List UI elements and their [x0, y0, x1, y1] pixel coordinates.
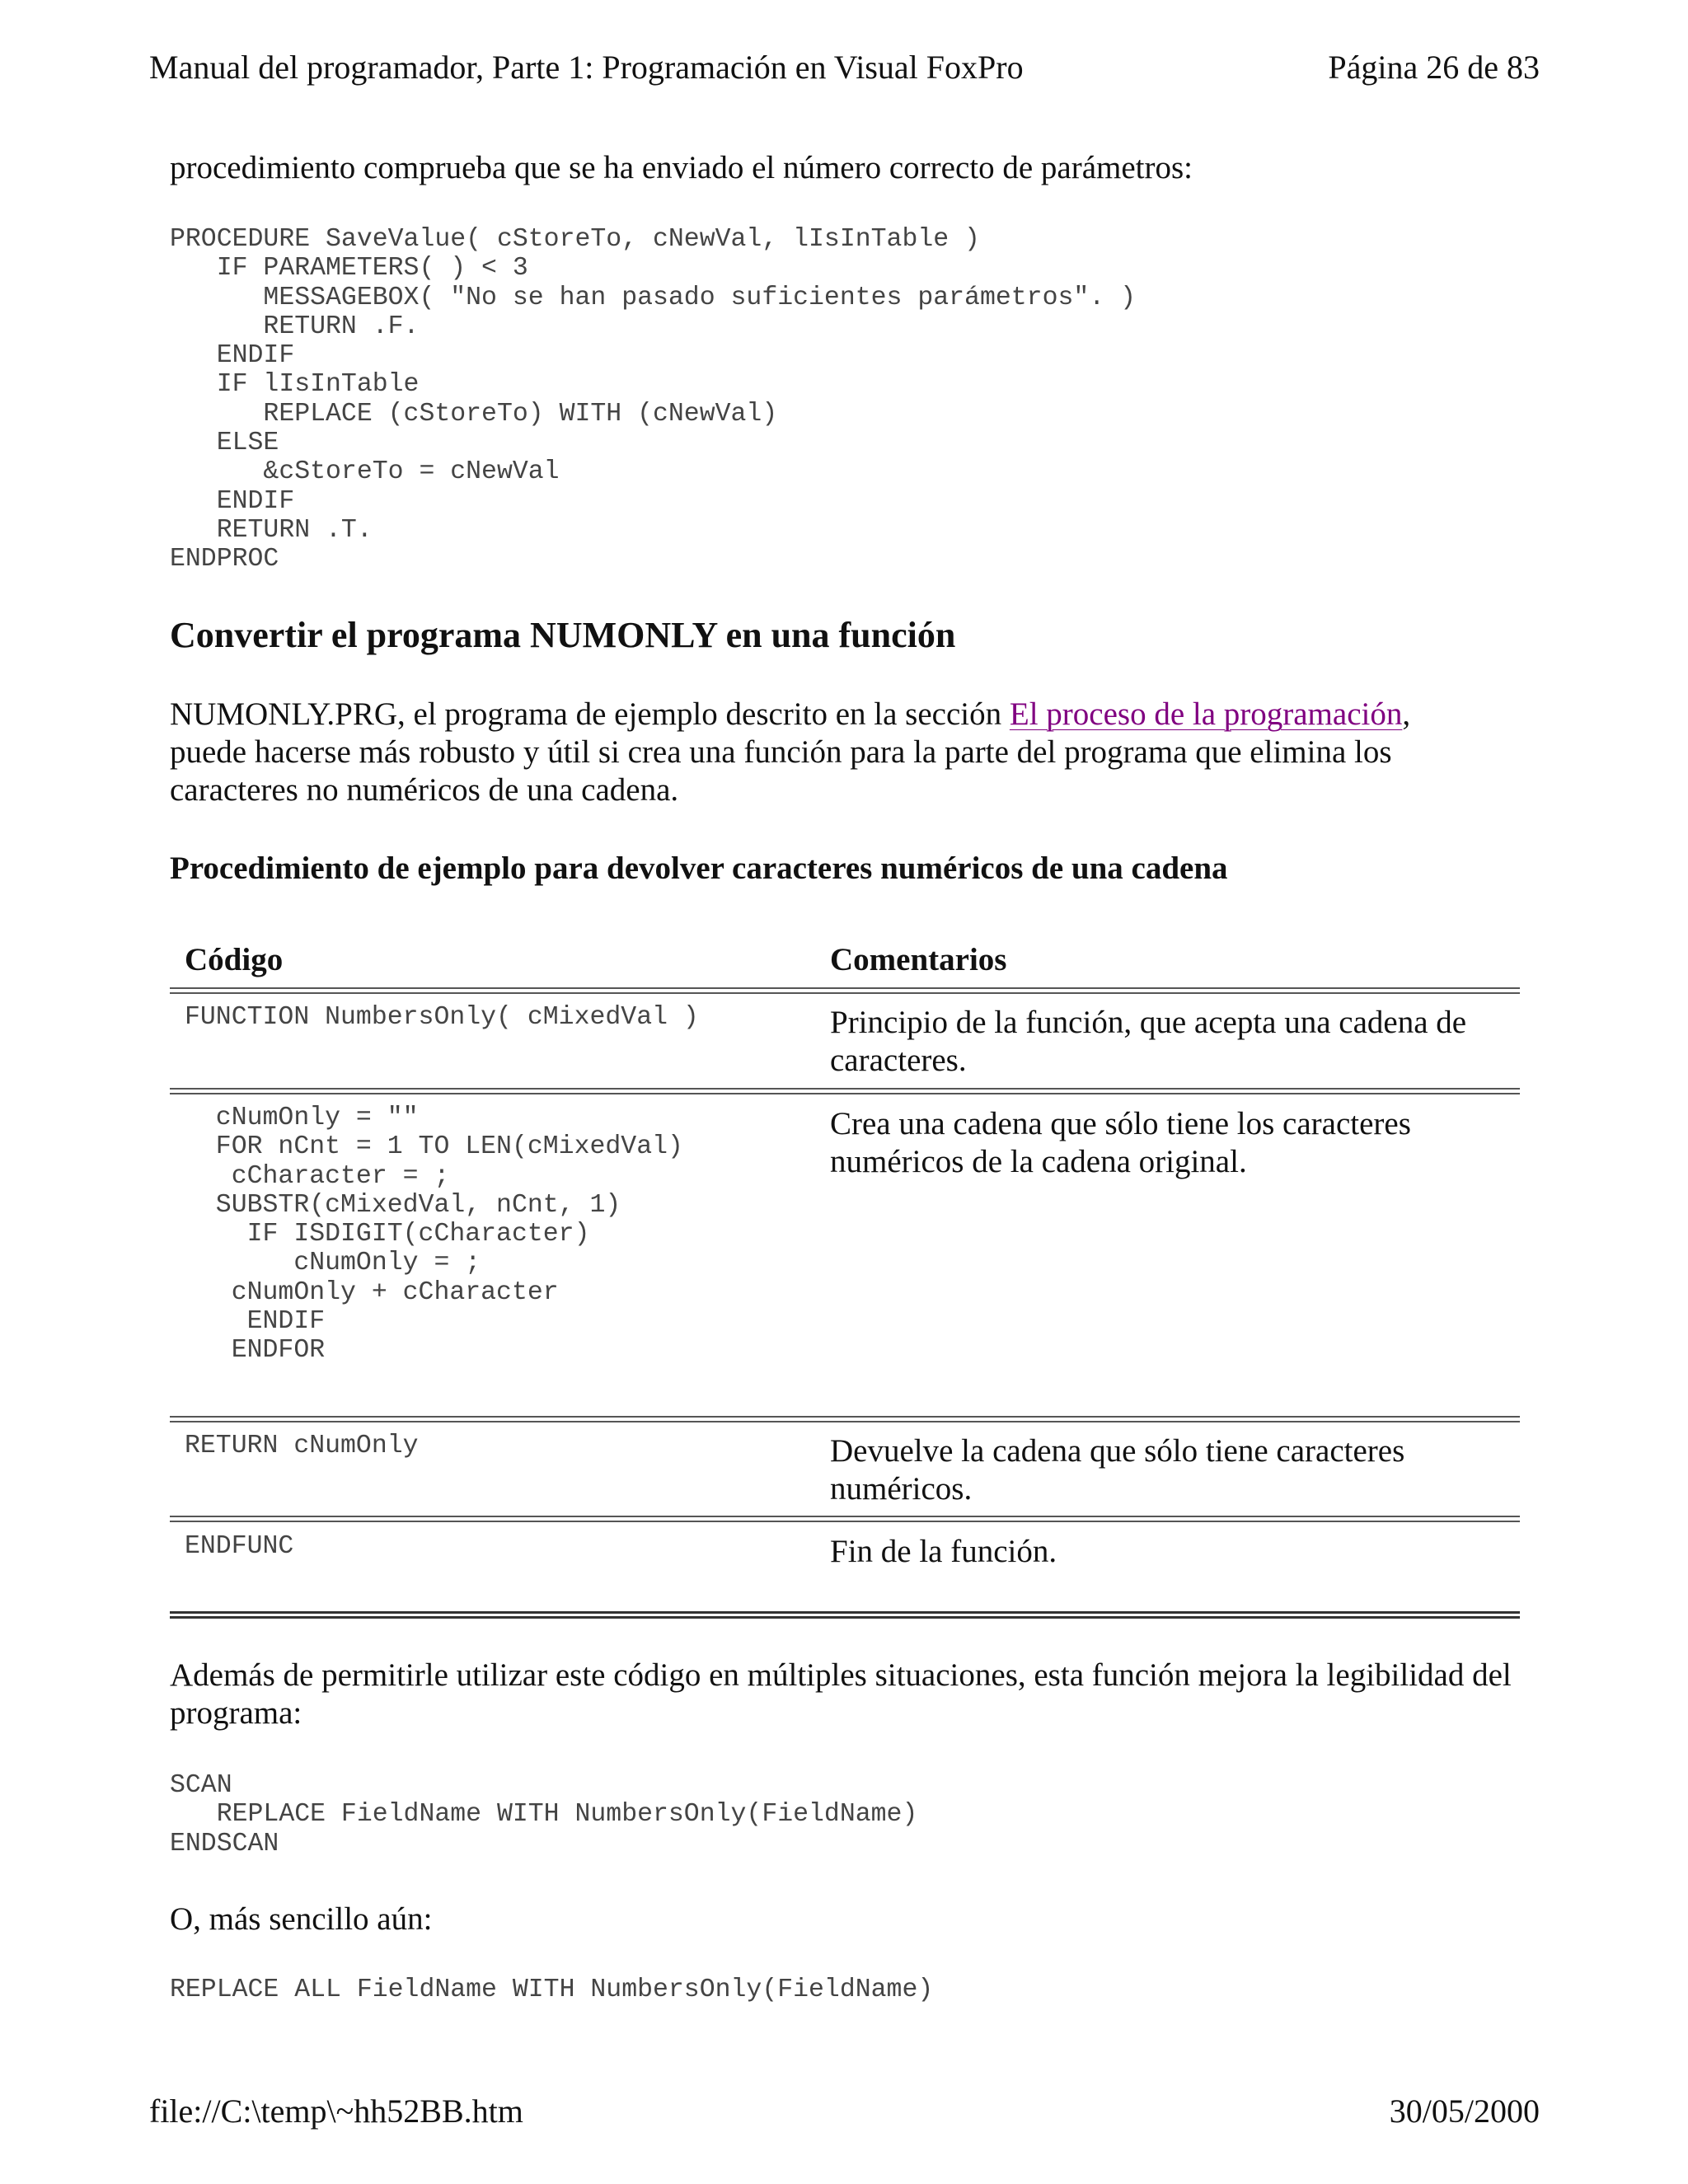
code-line: REPLACE FieldName WITH NumbersOnly(FieldName) [170, 1800, 918, 1830]
code-line: IF PARAMETERS( ) < 3 [170, 254, 528, 284]
code-line: ENDSCAN [170, 1829, 279, 1858]
code-line: RETURN .T. [170, 515, 373, 545]
row-code [185, 1003, 699, 1032]
paragraph-text-start: NUMONLY.PRG, el programa de ejemplo descrito en la sección [170, 696, 1010, 732]
row-comment: Crea una cadena que sólo tiene los caracteres numéricos de la cadena original. [830, 1106, 1411, 1179]
column-header-comments: Comentarios [830, 942, 1007, 977]
after-table-text: Además de permitirle utilizar este código en múltiples situaciones, esta función mejora la legibilidad del programa: [170, 1657, 1512, 1731]
code-line: FUNCTION NumbersOnly( cMixedVal ) [185, 1003, 699, 1032]
section-heading: Convertir el programa NUMONLY en una función [170, 615, 956, 655]
page-number: Página 26 de 83 [1328, 49, 1540, 86]
paragraph-text-end: , puede hacerse más robusto y útil si crea una función para la parte del programa que elimina los caracteres no numéricos de una cadena. [170, 696, 1411, 808]
code-line: ENDFUNC [185, 1532, 294, 1561]
code-line: IF ISDIGIT(cCharacter) [185, 1220, 590, 1249]
code-line: REPLACE (cStoreTo) WITH (cNewVal) [170, 399, 778, 429]
code-block-replace-all [170, 1975, 933, 2004]
code-block-scan [170, 1771, 917, 1858]
code-line: &cStoreTo = cNewVal [170, 457, 560, 487]
footer-file-path: file://C:\temp\~hh52BB.htm [149, 2093, 523, 2130]
code-block-savevalue [170, 225, 1136, 574]
row-comment: Fin de la función. [830, 1534, 1057, 1569]
code-line: ELSE [170, 429, 279, 458]
code-line: ENDIF [170, 486, 295, 516]
code-line: SCAN [170, 1771, 232, 1800]
row-code [185, 1532, 293, 1561]
code-line: cCharacter = ; [185, 1161, 450, 1191]
code-line: PROCEDURE SaveValue( cStoreTo, cNewVal, lIsInTable ) [170, 225, 980, 254]
row-code [185, 1432, 419, 1460]
table-divider [170, 1516, 1520, 1522]
code-line: ENDFOR [185, 1336, 326, 1366]
code-line: MESSAGEBOX( "No se han pasado suficientes parámetros". ) [170, 283, 1136, 312]
section-paragraph [170, 696, 1472, 809]
row-comment: Devuelve la cadena que sólo tiene caracteres numéricos. [830, 1433, 1405, 1507]
table-title: Procedimiento de ejemplo para devolver caracteres numéricos de una cadena [170, 851, 1228, 886]
table-bottom-border [170, 1611, 1520, 1619]
table-divider [170, 1088, 1520, 1094]
code-line: FOR nCnt = 1 TO LEN(cMixedVal) [185, 1132, 683, 1162]
code-line: cNumOnly = "" [185, 1104, 419, 1132]
code-line: ENDIF [185, 1307, 326, 1337]
footer-date: 30/05/2000 [1389, 2093, 1540, 2130]
link-proceso-programacion[interactable]: El proceso de la programación [1009, 696, 1403, 732]
document-header-title: Manual del programador, Parte 1: Programación en Visual FoxPro [149, 49, 1024, 86]
table-divider [170, 987, 1520, 994]
code-line: cNumOnly + cCharacter [185, 1277, 559, 1307]
column-header-code: Código [185, 942, 284, 977]
row-comment: Principio de la función, que acepta una cadena de caracteres. [830, 1005, 1467, 1078]
code-line: ENDPROC [170, 545, 279, 574]
code-line: ENDIF [170, 341, 295, 371]
code-line: IF lIsInTable [170, 370, 420, 400]
row-code [185, 1104, 683, 1366]
code-line: REPLACE ALL FieldName WITH NumbersOnly(FieldName) [170, 1975, 934, 2004]
intro-text: procedimiento comprueba que se ha enviado el número correcto de parámetros: [170, 150, 1193, 185]
simpler-text: O, más sencillo aún: [170, 1901, 433, 1937]
table-divider [170, 1416, 1520, 1422]
code-line: SUBSTR(cMixedVal, nCnt, 1) [185, 1190, 621, 1220]
code-line: RETURN .F. [170, 312, 420, 341]
code-line: RETURN cNumOnly [185, 1432, 419, 1460]
code-line: cNumOnly = ; [185, 1249, 481, 1278]
